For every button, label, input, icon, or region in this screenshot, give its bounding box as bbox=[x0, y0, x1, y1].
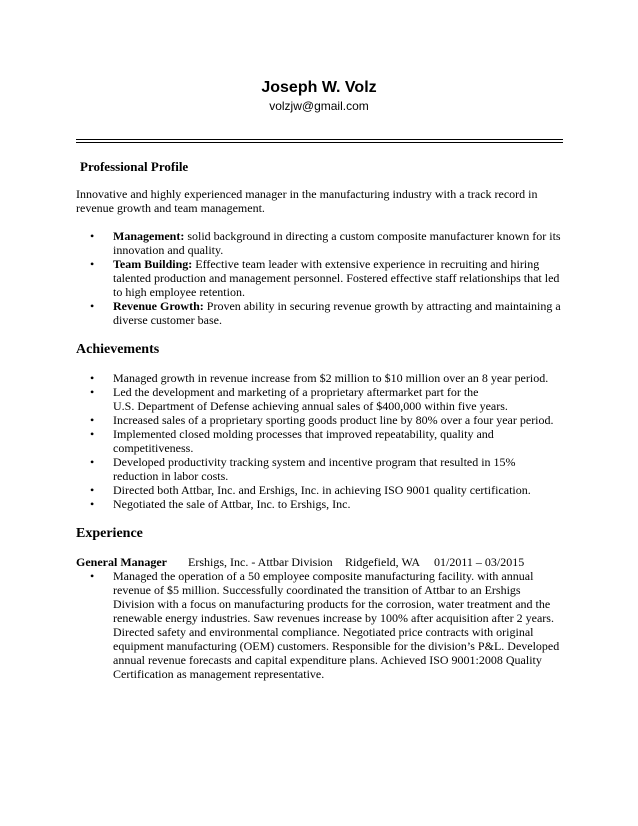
bullet-icon: • bbox=[90, 299, 95, 313]
profile-summary: Innovative and highly experienced manager in the manufacturing industry with a track record in revenue growth and team management. bbox=[76, 187, 538, 215]
achievements-section bbox=[76, 341, 563, 511]
achievement-text: Led the development and marketing of a proprietary aftermarket part for the bbox=[113, 385, 479, 399]
achievement-item bbox=[76, 385, 563, 399]
header-divider-top bbox=[76, 139, 563, 140]
bullet-icon: • bbox=[90, 569, 95, 583]
achievement-item bbox=[76, 455, 563, 483]
achievement-item bbox=[76, 413, 563, 427]
profile-bullet bbox=[76, 257, 563, 299]
resume-header bbox=[0, 78, 638, 114]
bullet-icon: • bbox=[90, 427, 95, 441]
achievement-item bbox=[76, 427, 563, 455]
profile-bullet-label: Team Building: bbox=[113, 257, 193, 271]
resume-body bbox=[76, 158, 563, 681]
header-divider-bottom bbox=[76, 142, 563, 143]
bullet-icon: • bbox=[90, 257, 95, 271]
achievement-text: Managed growth in revenue increase from $2 million to $10 million over an 8 year period. bbox=[113, 371, 549, 385]
job-detail-item bbox=[76, 569, 563, 681]
achievement-text: Implemented closed molding processes that improved repeatability, quality and competitiveness. bbox=[113, 427, 494, 455]
achievement-text: Directed both Attbar, Inc. and Ershigs, Inc. in achieving ISO 9001 quality certification. bbox=[113, 483, 531, 497]
job-header bbox=[76, 555, 563, 569]
profile-bullet-list bbox=[76, 229, 563, 327]
achievement-continuation bbox=[76, 399, 563, 413]
job-dates: 01/2011 – 03/2015 bbox=[434, 555, 525, 569]
achievement-text: Developed productivity tracking system and incentive program that resulted in 15% reduction in labor costs. bbox=[113, 455, 516, 483]
profile-heading: Professional Profile bbox=[80, 159, 189, 174]
experience-heading: Experience bbox=[76, 526, 143, 541]
achievement-item bbox=[76, 371, 563, 385]
bullet-icon: • bbox=[90, 483, 95, 497]
experience-section bbox=[76, 525, 563, 681]
job-title: General Manager bbox=[76, 555, 167, 569]
achievement-text: U.S. Department of Defense achieving annual sales of $400,000 within five years. bbox=[113, 399, 508, 413]
job-location: Ridgefield, WA bbox=[345, 555, 421, 569]
bullet-icon: • bbox=[90, 413, 95, 427]
bullet-icon: • bbox=[90, 371, 95, 385]
profile-bullet bbox=[76, 299, 563, 327]
job-company: Ershigs, Inc. - Attbar Division bbox=[188, 555, 333, 569]
achievements-heading: Achievements bbox=[76, 342, 160, 357]
achievement-text: Increased sales of a proprietary sporting goods product line by 80% over a four year period. bbox=[113, 413, 554, 427]
profile-section bbox=[76, 158, 563, 327]
achievement-item bbox=[76, 497, 563, 511]
profile-bullet-label: Management: bbox=[113, 229, 185, 243]
bullet-icon: • bbox=[90, 385, 95, 399]
profile-bullet-text: solid background in directing a custom composite manufacturer known for its innovation and quality. bbox=[113, 229, 561, 257]
achievement-item bbox=[76, 483, 563, 497]
achievement-text: Negotiated the sale of Attbar, Inc. to Ershigs, Inc. bbox=[113, 497, 351, 511]
profile-bullet-text: Effective team leader with extensive experience in recruiting and hiring talented production and management personnel. Fostered effective staff relationships that led to high employee retention. bbox=[113, 257, 560, 299]
bullet-icon: • bbox=[90, 229, 95, 243]
candidate-name: Joseph W. Volz bbox=[261, 79, 377, 96]
profile-bullet-text: Proven ability in securing revenue growth by attracting and maintaining a diverse customer base. bbox=[113, 299, 561, 327]
bullet-icon: • bbox=[90, 455, 95, 469]
bullet-icon: • bbox=[90, 497, 95, 511]
profile-bullet bbox=[76, 229, 563, 257]
candidate-email: volzjw@gmail.com bbox=[269, 99, 369, 113]
job-detail-text: Managed the operation of a 50 employee composite manufacturing facility. with annual revenue of $5 million. Successfully coordinated the transition of Attbar to an Ershigs Division with a focus on manufacturing products for the corrosion, water treatment and the renewable energy industries. Saw revenues increase by 100% after acquisition after 2 years. Directed safety and environmental compliance. Negotiated price contracts with original equipment manufacturing (OEM) customers. Responsible for the division’s P&L. Developed annual revenue forecasts and capital expenditure plans. Achieved ISO 9001:2008 Quality Certification as management representative. bbox=[113, 569, 560, 681]
job-detail-list bbox=[76, 569, 563, 681]
profile-bullet-label: Revenue Growth: bbox=[113, 299, 204, 313]
achievements-list bbox=[76, 371, 563, 511]
